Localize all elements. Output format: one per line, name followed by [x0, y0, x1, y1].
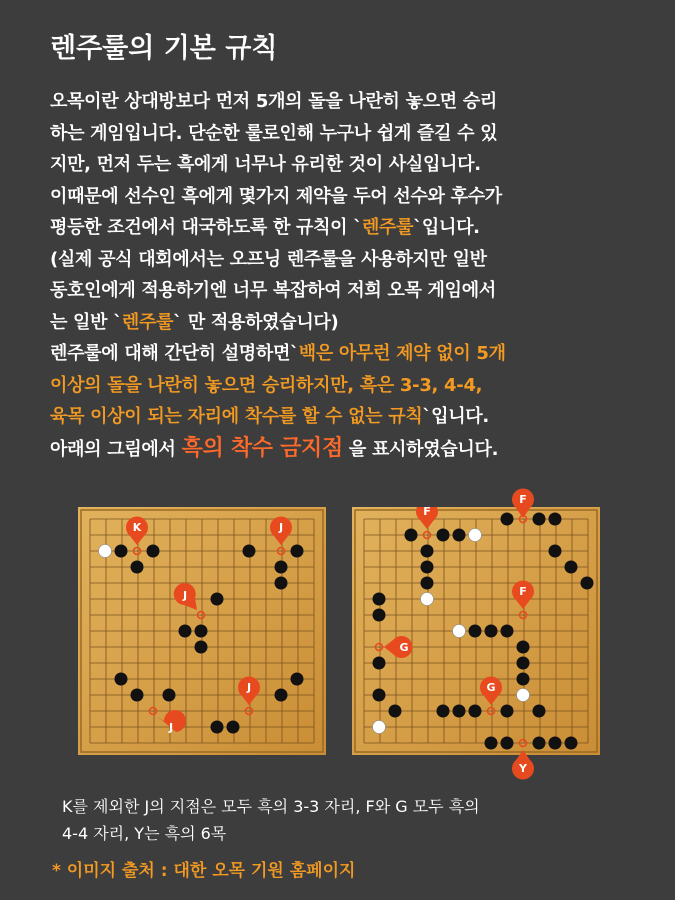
board-right: [352, 507, 600, 755]
black-stone: [421, 561, 434, 574]
black-stone: [373, 593, 386, 606]
marker-label: F: [519, 585, 527, 598]
board-left-svg: [78, 507, 326, 755]
desc-text: ` 만 적용하였습니다): [173, 311, 339, 333]
caption-line: K를 제외한 J의 지점은 모두 흑의 3-3 자리, F와 G 모두 흑의: [62, 797, 480, 816]
desc-text: 렌주룰에 대해 간단히 설명하면`: [50, 343, 299, 364]
black-stone: [291, 673, 304, 686]
black-stone: [163, 689, 176, 702]
black-stone: [195, 625, 208, 638]
desc-line: 오목이란 상대방보다 먼저 5개의 돌을 나란히 놓으면 승리: [50, 91, 498, 112]
black-stone: [131, 689, 144, 702]
black-stone: [373, 657, 386, 670]
black-stone: [115, 545, 128, 558]
rule-highlight: 백은 아무런 제약 없이 5개: [298, 343, 506, 364]
black-stone: [243, 545, 256, 558]
black-stone: [453, 705, 466, 718]
black-stone: [533, 705, 546, 718]
desc-line: [50, 212, 650, 244]
black-stone: [179, 625, 192, 638]
black-stone: [389, 705, 402, 718]
board-caption: [62, 793, 480, 847]
desc-line: 이때문에 선수인 흑에게 몇가지 제약을 두어 선수와 후수가: [50, 185, 502, 207]
black-stone: [405, 529, 418, 542]
marker-label: J: [182, 589, 188, 602]
rule-description: [50, 86, 650, 465]
desc-line: 이상의 돌을 나란히 놓으면 승리하지만, 흑은 3-3, 4-4,: [50, 374, 483, 396]
black-stone: [437, 705, 450, 718]
desc-line: 지만, 먼저 두는 흑에게 너무나 유리한 것이 사실입니다.: [50, 154, 481, 175]
image-source: * 이미지 출처 : 대한 오목 기원 홈페이지: [52, 861, 356, 881]
white-stone: [373, 721, 386, 734]
black-stone: [291, 545, 304, 558]
black-stone: [275, 577, 288, 590]
marker-label: K: [132, 521, 142, 534]
desc-line: [50, 401, 650, 433]
black-stone: [437, 529, 450, 542]
marker-label: J: [278, 521, 284, 534]
black-stone: [147, 545, 160, 558]
board-left: [78, 507, 326, 755]
page-title: 렌주룰의 기본 규칙: [50, 33, 278, 64]
marker-label: G: [399, 641, 409, 654]
black-stone: [469, 625, 482, 638]
board-right-bottom-overflow: [352, 748, 600, 784]
black-stone: [517, 641, 530, 654]
board-right-svg: [352, 507, 600, 755]
rule-highlight: 육목 이상이 되는 자리에 착수를 할 수 없는 규칙: [50, 406, 423, 427]
black-stone: [565, 561, 578, 574]
desc-line: [50, 307, 650, 339]
black-stone: [549, 545, 562, 558]
black-stone: [485, 625, 498, 638]
marker-label: F: [423, 507, 431, 518]
desc-text: 을 표시하였습니다.: [342, 438, 499, 460]
desc-text: 는 일반 `: [50, 311, 122, 333]
white-stone: [421, 593, 434, 606]
white-stone: [517, 689, 530, 702]
black-stone: [421, 577, 434, 590]
marker-label: F: [519, 493, 527, 506]
renju-term: 렌주룰: [361, 217, 414, 238]
black-stone: [517, 657, 530, 670]
board-right-top-overflow: [352, 480, 600, 520]
black-stone: [373, 689, 386, 702]
renju-term: 렌주룰: [121, 311, 174, 333]
black-stone: [517, 673, 530, 686]
black-stone: [227, 721, 240, 734]
black-stone: [275, 689, 288, 702]
desc-line: (실제 공식 대회에서는 오프닝 렌주룰을 사용하지만 일반: [50, 248, 487, 270]
desc-text: 아래의 그림에서: [50, 438, 182, 460]
desc-text: `입니다.: [413, 217, 480, 238]
marker-label: Y: [519, 762, 527, 775]
desc-line: 동호인에게 적용하기엔 너무 복잡하여 저희 오목 게임에서: [50, 280, 496, 301]
black-stone: [275, 561, 288, 574]
black-stone: [453, 529, 466, 542]
black-stone: [131, 561, 144, 574]
black-stone: [421, 545, 434, 558]
black-stone: [469, 705, 482, 718]
marker-label: J: [246, 681, 252, 694]
caption-line: 4-4 자리, Y는 흑의 6목: [62, 824, 227, 843]
black-stone: [501, 625, 514, 638]
desc-line: 하는 게임입니다. 단순한 룰로인해 누구나 쉽게 즐길 수 있: [50, 122, 498, 144]
black-stone: [373, 609, 386, 622]
black-stone: [211, 593, 224, 606]
white-stone: [453, 625, 466, 638]
forbidden-point-term: 흑의 착수 금지점: [181, 435, 343, 461]
black-stone: [211, 721, 224, 734]
desc-text: `입니다.: [422, 406, 489, 427]
white-stone: [469, 529, 482, 542]
desc-line: [50, 433, 650, 466]
marker-label: G: [486, 681, 496, 694]
black-stone: [581, 577, 594, 590]
black-stone: [195, 641, 208, 654]
marker-label: J: [168, 721, 174, 734]
desc-text: 평등한 조건에서 대국하도록 한 규칙이 `: [50, 217, 362, 238]
black-stone: [501, 705, 514, 718]
white-stone: [99, 545, 112, 558]
desc-line: [50, 338, 650, 370]
black-stone: [115, 673, 128, 686]
